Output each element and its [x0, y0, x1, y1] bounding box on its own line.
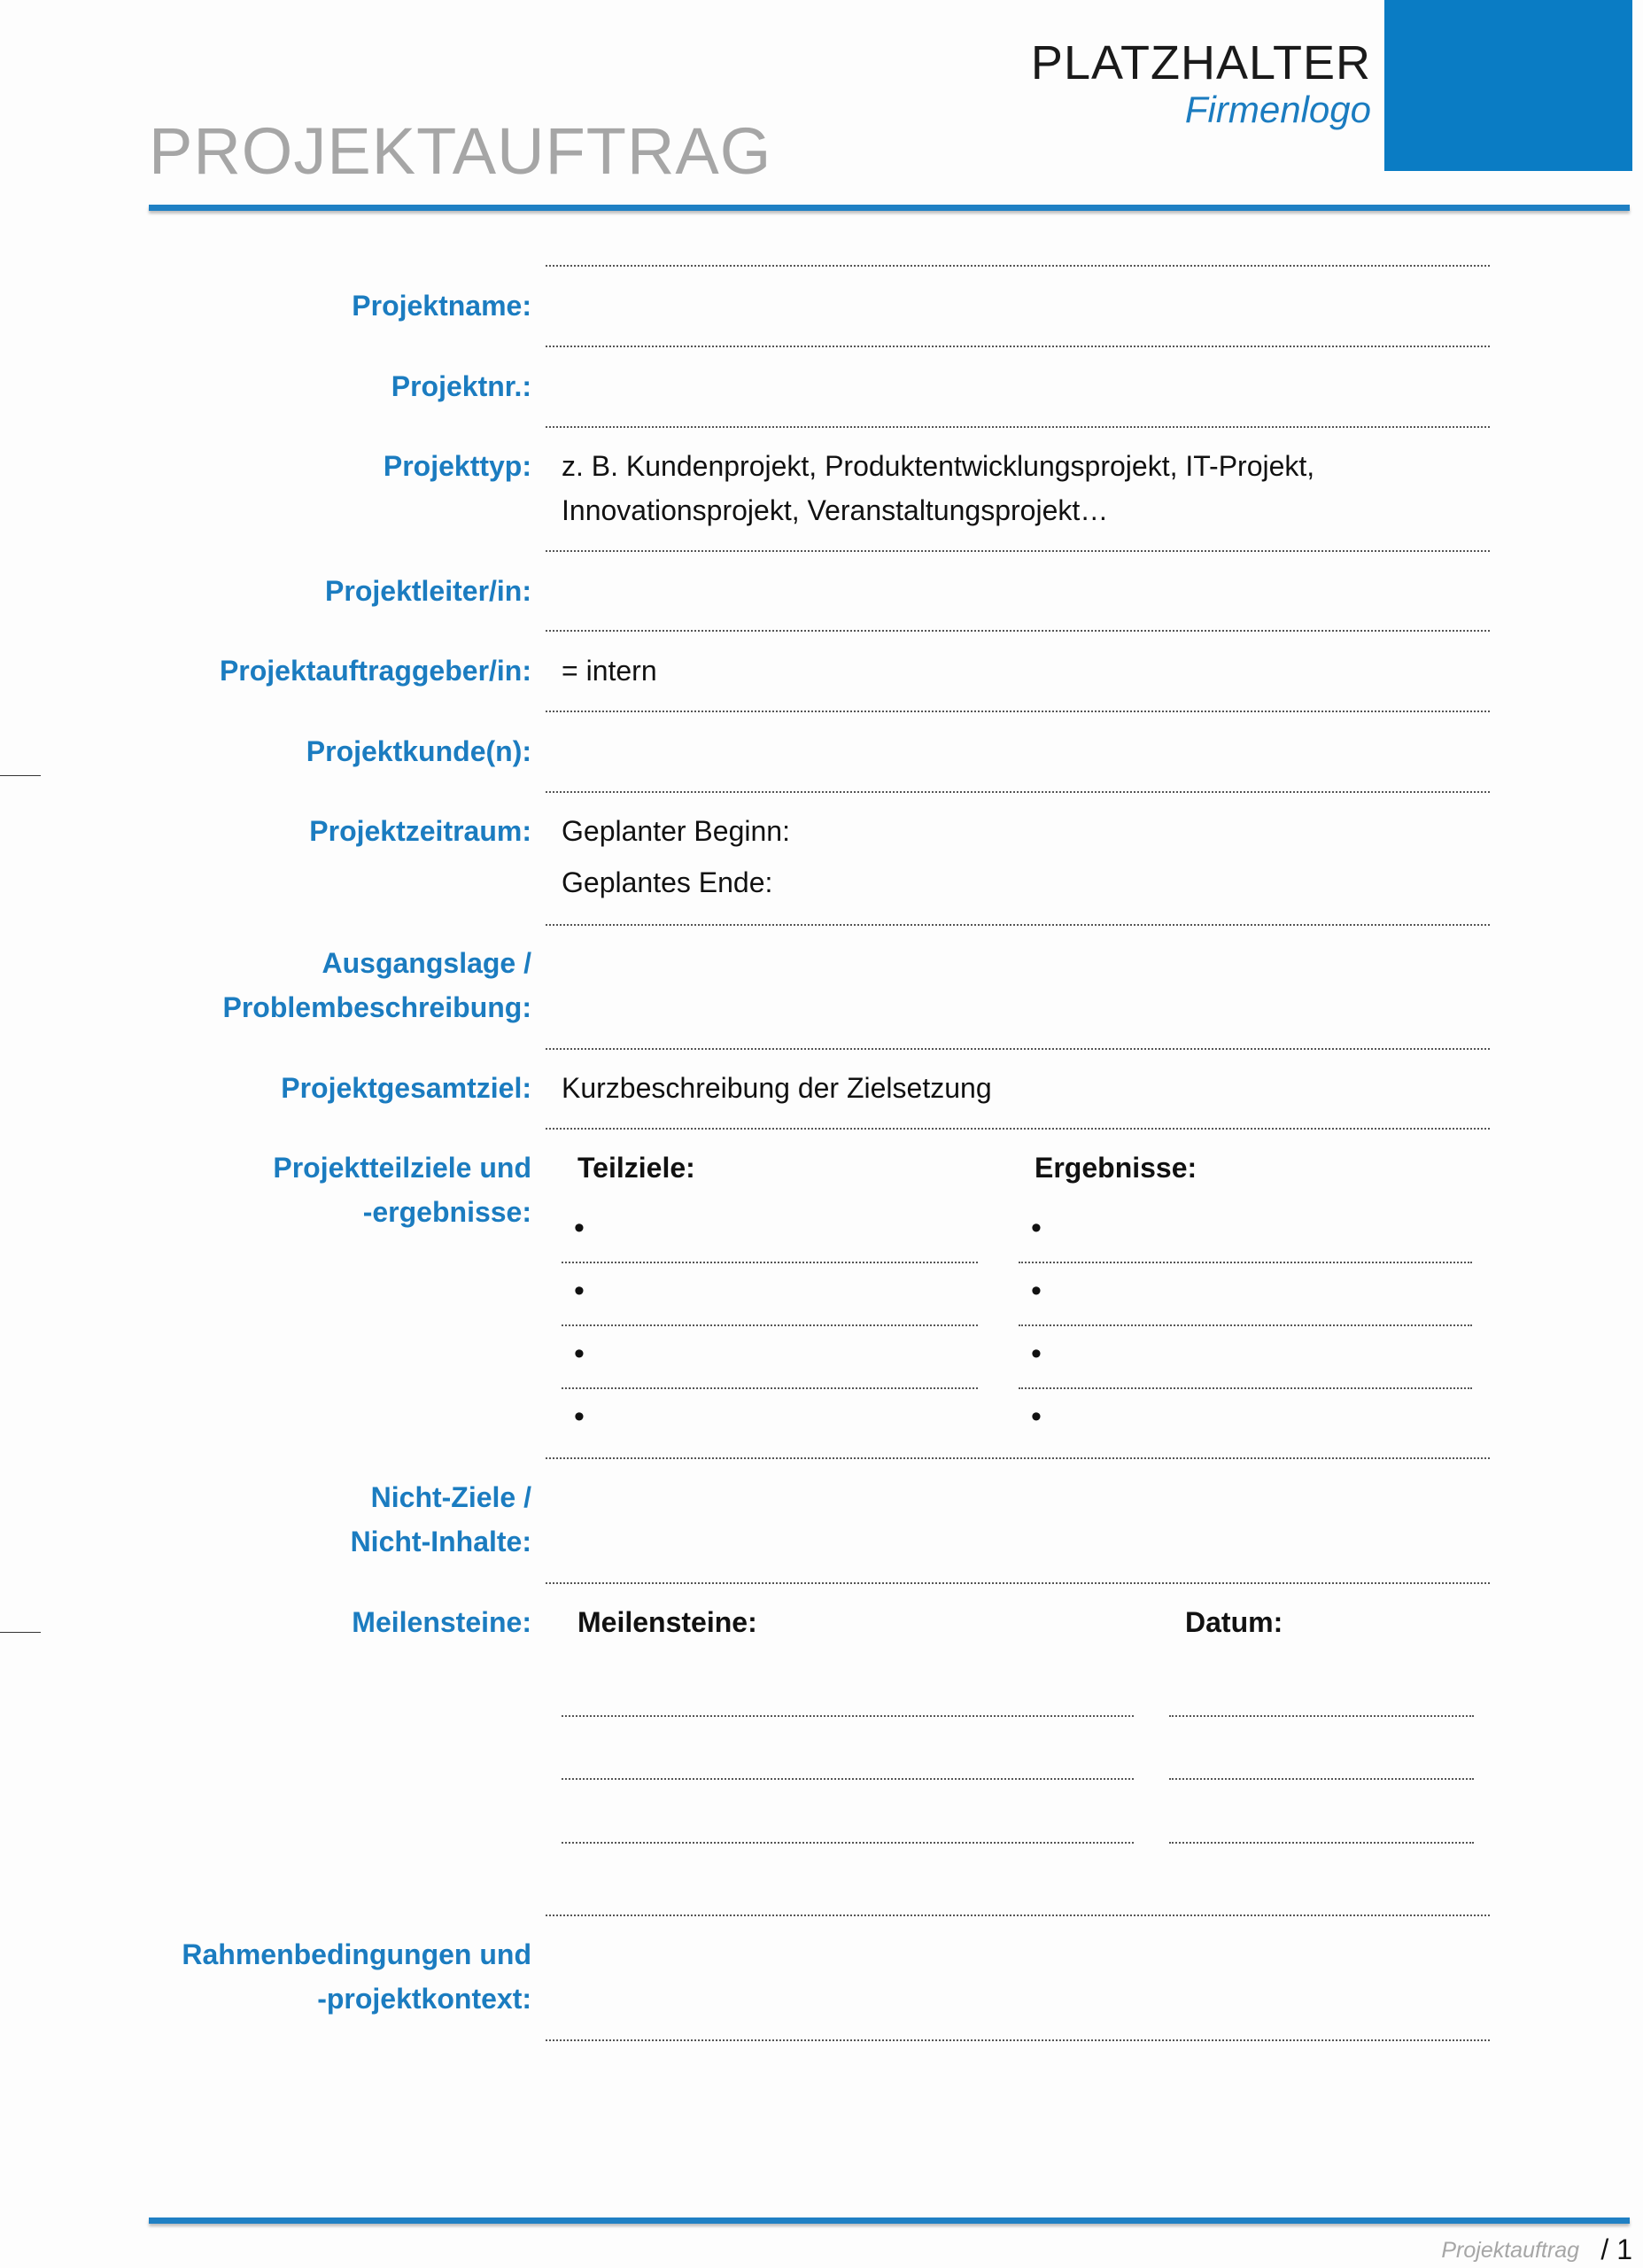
teilziel-bullet: •	[574, 1337, 585, 1371]
divider	[546, 550, 1490, 552]
logo-subtext: Firmenlogo	[1184, 89, 1371, 130]
teilziel-bullet: •	[574, 1274, 585, 1308]
logo-block	[1384, 0, 1632, 171]
datum-line[interactable]	[1169, 1778, 1474, 1780]
teilziel-bullet: •	[574, 1400, 585, 1433]
footer-doc-name: Projektauftrag	[1441, 2238, 1579, 2263]
field-projekttyp-line1[interactable]: z. B. Kundenprojekt, Produktentwicklungsprojekt, IT-Projekt,	[562, 450, 1315, 482]
label-projektname: Projektname:	[352, 290, 531, 322]
divider	[546, 711, 1490, 712]
footer-rule	[149, 2218, 1630, 2224]
divider	[546, 1048, 1490, 1050]
teilziel-line[interactable]	[562, 1324, 978, 1326]
field-ende[interactable]: Geplantes Ende:	[562, 866, 773, 898]
teilziel-line[interactable]	[562, 1262, 978, 1263]
logo-text: PLATZHALTER	[1030, 36, 1371, 89]
teilziel-bullet: •	[574, 1211, 585, 1245]
label-projekttyp: Projekttyp:	[383, 450, 531, 482]
ergebnis-bullet: •	[1031, 1211, 1042, 1245]
datum-line[interactable]	[1169, 1715, 1474, 1717]
field-auftraggeber[interactable]: = intern	[562, 655, 657, 687]
header-rule	[149, 205, 1630, 211]
footer-page-number: / 1	[1600, 2233, 1632, 2265]
divider	[546, 265, 1490, 267]
label-gesamtziel: Projektgesamtziel:	[281, 1072, 531, 1104]
label-kunde: Projektkunde(n):	[306, 735, 531, 767]
divider	[546, 791, 1490, 793]
divider	[546, 1582, 1490, 1584]
label-projektleiter: Projektleiter/in:	[325, 575, 531, 607]
field-beginn[interactable]: Geplanter Beginn:	[562, 815, 790, 847]
meilenstein-line[interactable]	[562, 1778, 1134, 1780]
field-gesamtziel[interactable]: Kurzbeschreibung der Zielsetzung	[562, 1072, 992, 1104]
page-title: PROJEKTAUFTRAG	[149, 114, 772, 188]
label-teilziele-line2: -ergebnisse:	[362, 1196, 531, 1228]
ergebnis-bullet: •	[1031, 1274, 1042, 1308]
field-projekttyp-line2[interactable]: Innovationsprojekt, Veranstaltungsprojekt…	[562, 494, 1109, 526]
label-zeitraum: Projektzeitraum:	[309, 815, 531, 847]
label-nichtziele-line1: Nicht-Ziele /	[370, 1481, 531, 1513]
label-rahmen-line2: -projektkontext:	[317, 1983, 531, 2015]
divider	[546, 1128, 1490, 1130]
label-projektnr: Projektnr.:	[391, 370, 531, 402]
label-ausgangslage-line1: Ausgangslage /	[322, 947, 531, 979]
divider	[546, 426, 1490, 428]
label-nichtziele-line2: Nicht-Inhalte:	[350, 1526, 531, 1557]
ergebnis-line[interactable]	[1019, 1387, 1472, 1389]
margin-tick	[0, 1632, 41, 1633]
meilensteine-heading: Meilensteine:	[577, 1606, 757, 1638]
label-rahmen-line1: Rahmenbedingungen und	[182, 1938, 531, 1970]
label-teilziele-line1: Projektteilziele und	[273, 1152, 531, 1184]
ergebnis-bullet: •	[1031, 1337, 1042, 1371]
ergebnis-line[interactable]	[1019, 1324, 1472, 1326]
divider	[546, 2039, 1490, 2041]
label-ausgangslage-line2: Problembeschreibung:	[222, 991, 531, 1023]
divider	[546, 346, 1490, 347]
meilenstein-line[interactable]	[562, 1842, 1134, 1844]
divider	[546, 1457, 1490, 1459]
datum-line[interactable]	[1169, 1842, 1474, 1844]
ergebnis-line[interactable]	[1019, 1262, 1472, 1263]
datum-heading: Datum:	[1185, 1606, 1283, 1638]
margin-tick	[0, 775, 41, 776]
divider	[546, 630, 1490, 632]
teilziele-heading: Teilziele:	[577, 1152, 695, 1184]
divider	[546, 924, 1490, 926]
teilziel-line[interactable]	[562, 1387, 978, 1389]
label-auftraggeber: Projektauftraggeber/in:	[219, 655, 531, 687]
meilenstein-line[interactable]	[562, 1715, 1134, 1717]
divider	[546, 1915, 1490, 1916]
ergebnisse-heading: Ergebnisse:	[1035, 1152, 1197, 1184]
label-meilensteine: Meilensteine:	[352, 1606, 531, 1638]
ergebnis-bullet: •	[1031, 1400, 1042, 1433]
